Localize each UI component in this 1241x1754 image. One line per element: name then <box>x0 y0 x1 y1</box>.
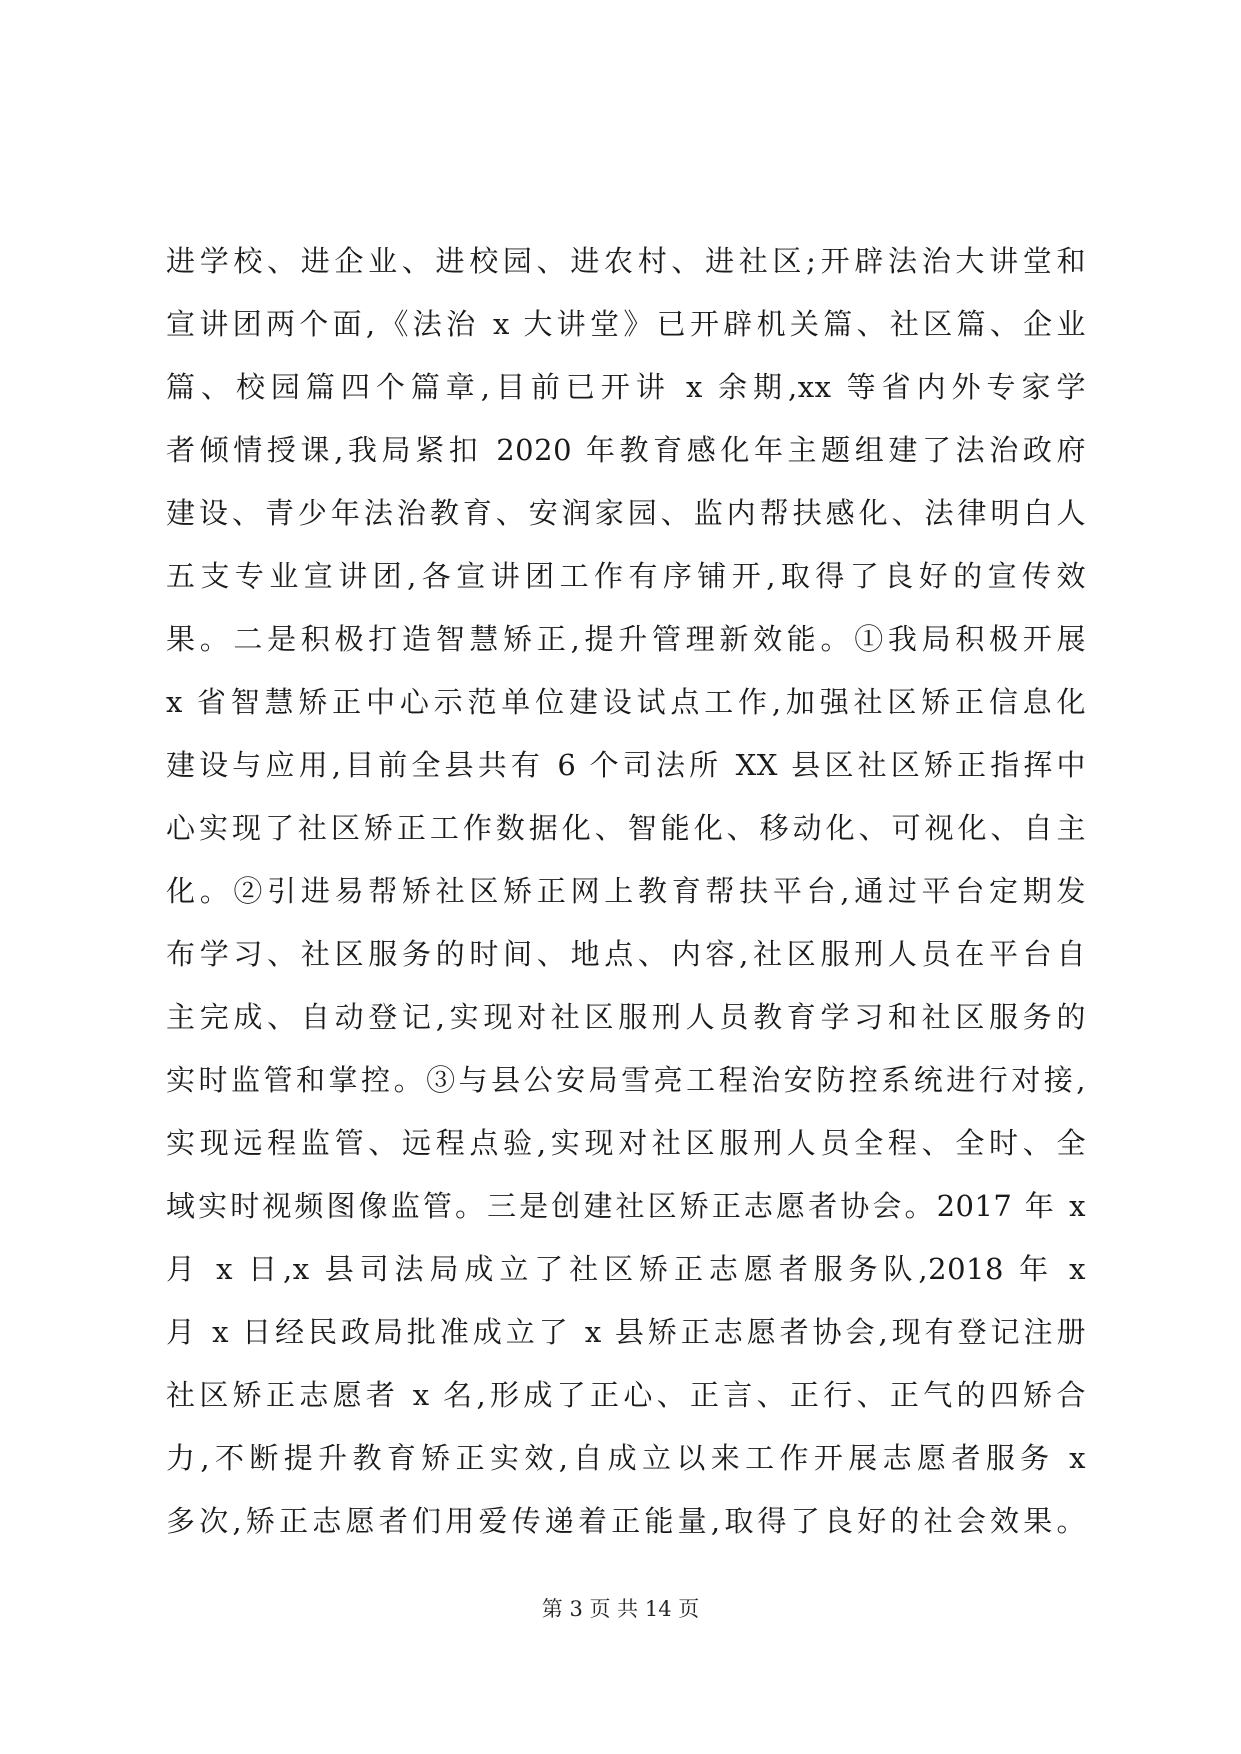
text-line: 建设、青少年法治教育、安润家园、监内帮扶感化、法律明白人 <box>166 496 1086 530</box>
text-line: 篇、校园篇四个篇章,目前已开讲 x 余期,xx 等省内外专家学 <box>166 370 1086 404</box>
text-line: 进学校、进企业、进校园、进农村、进社区;开辟法治大讲堂和 <box>166 244 1086 278</box>
text-line: x 省智慧矫正中心示范单位建设试点工作,加强社区矫正信息化 <box>166 685 1086 719</box>
text-line: 实现远程监管、远程点验,实现对社区服刑人员全程、全时、全 <box>166 1126 1086 1160</box>
text-line: 实时监管和掌控。③与县公安局雪亮工程治安防控系统进行对接, <box>166 1063 1086 1097</box>
text-line: 社区矫正志愿者 x 名,形成了正心、正言、正行、正气的四矫合 <box>166 1378 1086 1412</box>
body-paragraph <box>166 230 1086 1553</box>
text-line: 多次,矫正志愿者们用爱传递着正能量,取得了良好的社会效果。 <box>166 1504 1086 1538</box>
text-line: 果。二是积极打造智慧矫正,提升管理新效能。①我局积极开展 <box>166 622 1086 656</box>
text-line: 心实现了社区矫正工作数据化、智能化、移动化、可视化、自主 <box>166 811 1086 845</box>
text-line: 力,不断提升教育矫正实效,自成立以来工作开展志愿者服务 x <box>166 1441 1086 1475</box>
text-line: 化。②引进易帮矫社区矫正网上教育帮扶平台,通过平台定期发 <box>166 874 1086 908</box>
text-line: 月 x 日,x 县司法局成立了社区矫正志愿者服务队,2018 年 x <box>166 1252 1086 1286</box>
text-line: 建设与应用,目前全县共有 6 个司法所 XX 县区社区矫正指挥中 <box>166 748 1086 782</box>
text-line: 五支专业宣讲团,各宣讲团工作有序铺开,取得了良好的宣传效 <box>166 559 1086 593</box>
page-number-footer: 第 3 页 共 14 页 <box>541 1597 700 1621</box>
text-line: 者倾情授课,我局紧扣 2020 年教育感化年主题组建了法治政府 <box>166 433 1086 467</box>
text-line: 布学习、社区服务的时间、地点、内容,社区服刑人员在平台自 <box>166 937 1086 971</box>
text-line: 主完成、自动登记,实现对社区服刑人员教育学习和社区服务的 <box>166 1000 1086 1034</box>
text-line: 月 x 日经民政局批准成立了 x 县矫正志愿者协会,现有登记注册 <box>166 1315 1086 1349</box>
text-line: 宣讲团两个面,《法治 x 大讲堂》已开辟机关篇、社区篇、企业 <box>166 307 1086 341</box>
text-line: 域实时视频图像监管。三是创建社区矫正志愿者协会。2017 年 x <box>166 1189 1086 1223</box>
